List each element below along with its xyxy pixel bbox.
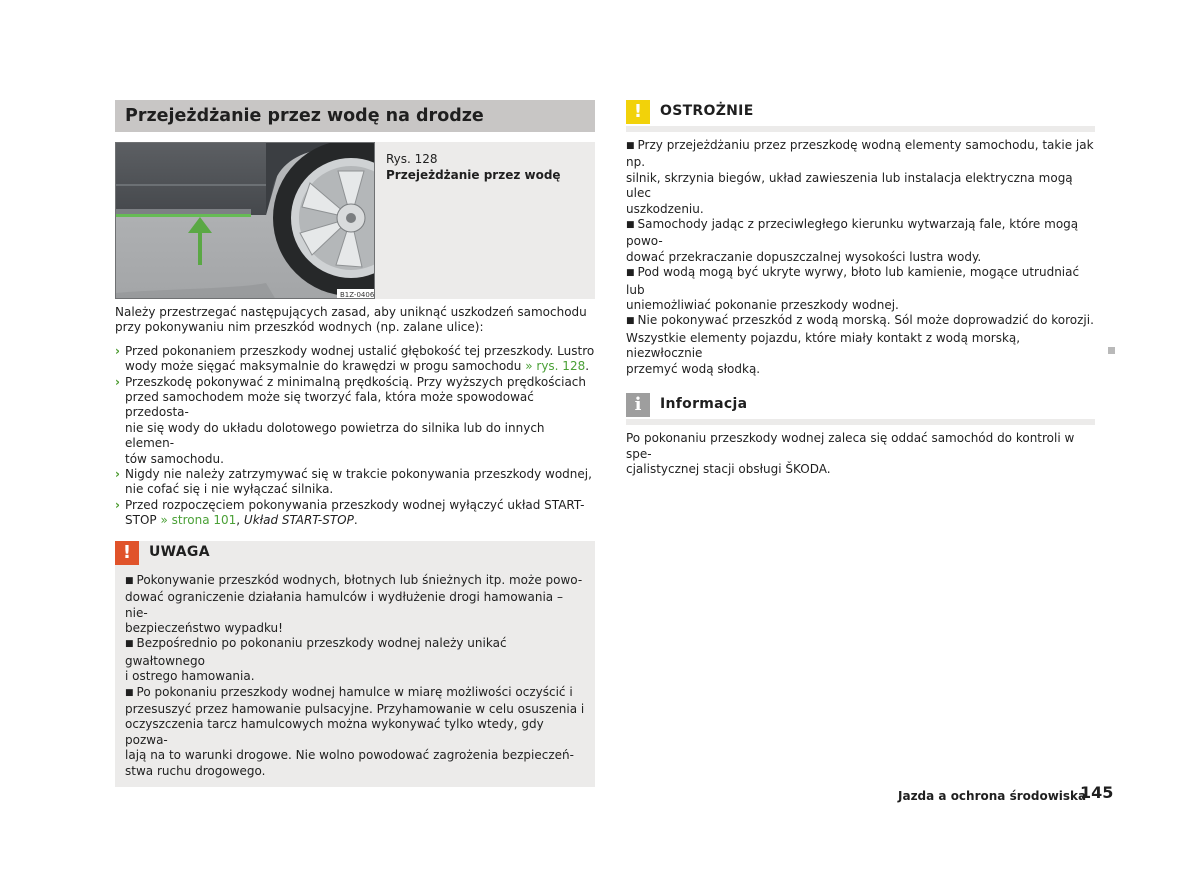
section-title: Przejeżdżanie przez wodę na drodze [115, 100, 595, 132]
list-item: › Przed pokonaniem przeszkody wodnej ustalić głębokość tej przeszkody. Lustro wody może sięgać maksymalnie do krawędzi w progu samochodu » rys. 128. [115, 343, 595, 374]
caution-header [626, 100, 1095, 132]
warning-item: ■ Bezpośrednio po pokonaniu przeszkody wodnej należy unikać gwałtownego i ostrego hamowania. [125, 636, 507, 684]
square-bullet-icon: ■ [626, 316, 635, 327]
square-bullet-icon: ■ [125, 687, 134, 698]
square-bullet-icon: ■ [125, 639, 134, 650]
warning-header [115, 541, 595, 573]
caution-body [626, 138, 1095, 377]
info-icon: i [626, 393, 650, 417]
intro-line: Należy przestrzegać następujących zasad, aby uniknąć uszkodzeń samochodu [115, 305, 587, 319]
caution-item: ■ Samochody jadąc z przeciwległego kierunku wytwarzają fale, które mogą powo- dować przekraczanie dopuszczalnej wysokości lustra wody. [626, 217, 1079, 264]
caution-item: ■ Nie pokonywać przeszkód z wodą morską. Sól może doprowadzić do korozji. Wszystkie elementy pojazdu, które miały kontakt z wodą morską, niezwłocznie przemyć wodą słodką. [626, 313, 1094, 376]
square-bullet-icon: ■ [626, 268, 635, 279]
car-wheel-water-illustration [116, 143, 375, 299]
figure-caption [386, 152, 586, 183]
footer-chapter: Jazda a ochrona środowiska [898, 789, 1087, 803]
info-box [626, 393, 1095, 485]
info-title: Informacja [660, 396, 748, 413]
list-item: › Przeszkodę pokonywać z minimalną prędkością. Przy wyższych prędkościach przed samochodem może się tworzyć fala, która może spowodować przedosta- nie się wody do układu dolotowego powietrza do silnika lub do innych elemen- tów samochodu. [115, 374, 586, 466]
square-bullet-icon: ■ [626, 220, 635, 231]
figure [115, 142, 595, 299]
arrow-bullet-icon: › [115, 467, 120, 482]
page-number: 145 [1080, 783, 1114, 802]
caution-item: ■ Pod wodą mogą być ukryte wyrwy, błoto lub kamienie, mogące utrudniać lub uniemożliwiać pokonanie przeszkody wodnej. [626, 265, 1080, 313]
arrow-bullet-icon: › [115, 374, 120, 389]
caution-box [626, 100, 1095, 385]
warning-title: UWAGA [149, 543, 210, 560]
intro-line: przy pokonywaniu nim przeszkód wodnych (np. zalane ulice): [115, 320, 484, 335]
exclamation-icon: ! [115, 541, 139, 565]
exclamation-icon: ! [626, 100, 650, 124]
warning-box [115, 541, 595, 787]
figure-image [115, 142, 375, 299]
square-bullet-icon: ■ [626, 141, 635, 151]
caution-item: ■ Przy przejeżdżaniu przez przeszkodę wodną elementy samochodu, takie jak np. silnik, skrzynia biegów, układ zawieszenia lub instalacja elektryczna mogą ulec uszkodzeniu. [626, 138, 1094, 216]
caution-title: OSTROŻNIE [660, 103, 754, 119]
right-column [626, 100, 1095, 485]
info-body: Po pokonaniu przeszkody wodnej zaleca się oddać samochód do kontroli w spe- cjalistycznej stacji obsługi ŠKODA. [626, 431, 1075, 476]
warning-item: ■ Po pokonaniu przeszkody wodnej hamulce w miarę możliwości oczyścić i przesuszyć przez hamowanie pulsacyjne. Przyhamowanie w celu osuszenia i oczyszczenia tarcz hamulcowych można wykonywać tylko wtedy, gdy pozwa- lają na to warunki drogowe. Nie wolno powodować zagrożenia bezpieczeń- stwa ruchu drogowego. [125, 684, 585, 778]
figure-title: Przejeżdżanie przez wodę [386, 167, 561, 182]
list-item: › Przed rozpoczęciem pokonywania przeszkody wodnej wyłączyć układ START- STOP » strona 101, Układ START-STOP. [115, 497, 585, 528]
left-column [115, 100, 595, 787]
figure-code: B1Z-0406 [340, 291, 375, 299]
section-end-marker [1108, 347, 1115, 354]
figure-link[interactable]: » rys. 128 [525, 359, 586, 374]
intro-text [115, 305, 595, 336]
arrow-bullet-icon: › [115, 497, 120, 512]
warning-body [115, 573, 595, 779]
instruction-list [115, 344, 595, 529]
page-link[interactable]: » strona 101 [160, 513, 237, 528]
square-bullet-icon: ■ [125, 575, 134, 586]
figure-ref: Rys. 128 [386, 152, 438, 166]
list-item: › Nigdy nie należy zatrzymywać się w trakcie pokonywania przeszkody wodnej, nie cofać się i nie wyłączać silnika. [115, 467, 592, 497]
info-header [626, 393, 1095, 425]
arrow-bullet-icon: › [115, 343, 120, 358]
warning-item: ■ Pokonywanie przeszkód wodnych, błotnych lub śnieżnych itp. może powo- dować ograniczenie działania hamulców i wydłużenie drogi hamowania – nie- bezpieczeństwo wypadku! [125, 572, 583, 635]
